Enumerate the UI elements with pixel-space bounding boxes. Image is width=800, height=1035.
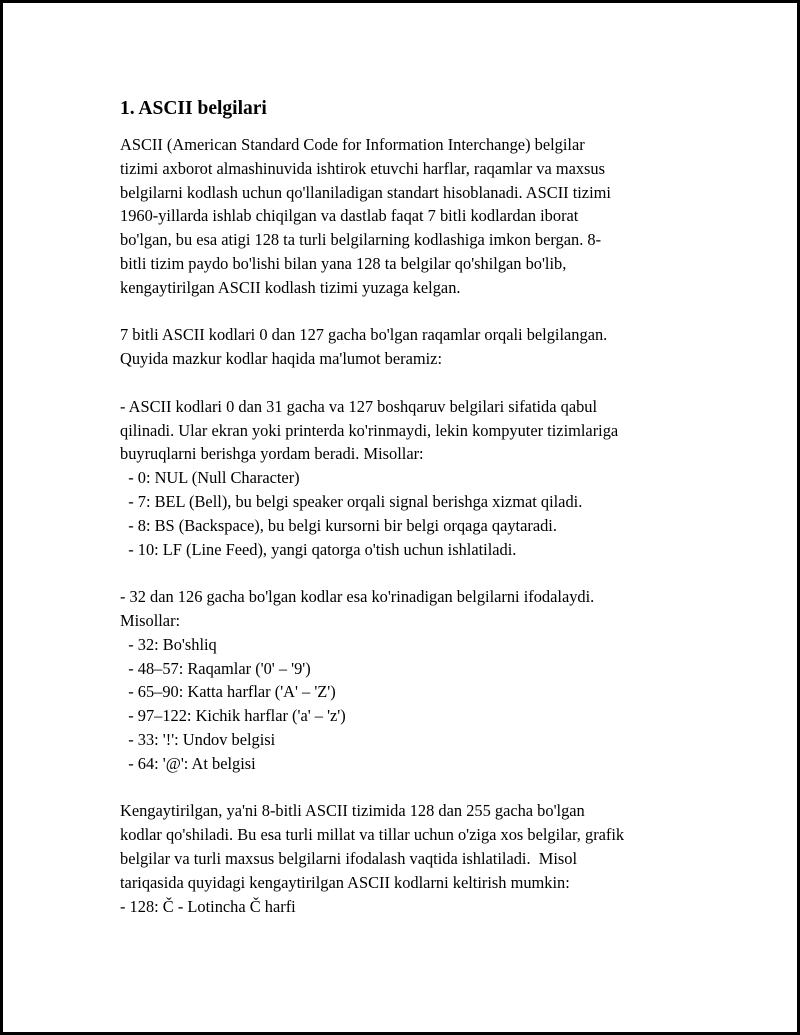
list-item: - 65–90: Katta harflar ('A' – 'Z')	[120, 682, 336, 702]
text-line: Kengaytirilgan, ya'ni 8-bitli ASCII tizimida 128 dan 255 gacha bo'lgan	[120, 801, 585, 821]
section-heading: 1. ASCII belgilari	[120, 98, 267, 119]
paragraph-extended-ascii	[120, 799, 700, 918]
list-item: - 8: BS (Backspace), bu belgi kursorni bir belgi orqaga qaytaradi.	[120, 515, 557, 535]
text-line: buyruqlarni berishga yordam beradi. Misollar:	[120, 444, 424, 464]
text-line: - ASCII kodlari 0 dan 31 gacha va 127 boshqaruv belgilari sifatida qabul	[120, 396, 598, 416]
list-item: - 33: '!': Undov belgisi	[120, 729, 276, 749]
text-line: belgilar va turli maxsus belgilarni ifodalash vaqtida ishlatiladi. Misol	[120, 848, 578, 868]
list-item: - 97–122: Kichik harflar ('a' – 'z')	[120, 706, 346, 726]
list-item: - 128: Č - Lotincha Č harfi	[120, 896, 296, 916]
text-line: bo'lgan, bu esa atigi 128 ta turli belgilarning kodlashiga imkon bergan. 8-	[120, 230, 602, 250]
paragraph-control-codes	[120, 395, 700, 562]
text-line: ASCII (American Standard Code for Information Interchange) belgilar	[120, 135, 585, 154]
list-item: - 48–57: Raqamlar ('0' – '9')	[120, 658, 311, 678]
text-line: Quyida mazkur kodlar haqida ma'lumot beramiz:	[120, 349, 443, 369]
text-line: 1960-yillarda ishlab chiqilgan va dastlab faqat 7 bitli kodlardan iborat	[120, 206, 579, 226]
text-line: qilinadi. Ular ekran yoki printerda ko'rinmaydi, lekin kompyuter tizimlariga	[120, 420, 619, 440]
text-line: bitli tizim paydo bo'lishi bilan yana 128 ta belgilar qo'shilgan bo'lib,	[120, 253, 567, 273]
text-line: kodlar qo'shiladi. Bu esa turli millat va tillar uchun o'ziga xos belgilar, grafik	[120, 825, 625, 845]
list-item: - 7: BEL (Bell), bu belgi speaker orqali signal berishga xizmat qiladi.	[120, 491, 583, 511]
text-line: tariqasida quyidagi kengaytirilgan ASCII kodlarni keltirish mumkin:	[120, 872, 570, 892]
text-line: - 32 dan 126 gacha bo'lgan kodlar esa ko'rinadigan belgilarni ifodalaydi.	[120, 587, 595, 607]
list-item: - 10: LF (Line Feed), yangi qatorga o'tish uchun ishlatiladi.	[120, 539, 517, 559]
text-line: tizimi axborot almashinuvida ishtirok etuvchi harflar, raqamlar va maxsus	[120, 158, 606, 178]
document-body	[120, 97, 700, 918]
paragraph-intro	[120, 133, 700, 300]
text-line: Misollar:	[120, 610, 181, 630]
list-item: - 64: '@': At belgisi	[120, 753, 256, 773]
text-line: 7 bitli ASCII kodlari 0 dan 127 gacha bo'lgan raqamlar orqali belgilangan.	[120, 325, 608, 345]
list-item: - 32: Bo'shliq	[120, 634, 217, 654]
paragraph-7bit	[120, 323, 700, 371]
paragraph-gap	[120, 776, 700, 800]
paragraph-gap	[120, 561, 700, 585]
list-item: - 0: NUL (Null Character)	[120, 468, 300, 488]
text-line: belgilarni kodlash uchun qo'llaniladigan standart hisoblanadi. ASCII tizimi	[120, 182, 611, 202]
text-line: kengaytirilgan ASCII kodlash tizimi yuzaga kelgan.	[120, 277, 461, 297]
paragraph-gap	[120, 300, 700, 324]
paragraph-printable-codes	[120, 585, 700, 775]
paragraph-gap	[120, 371, 700, 395]
